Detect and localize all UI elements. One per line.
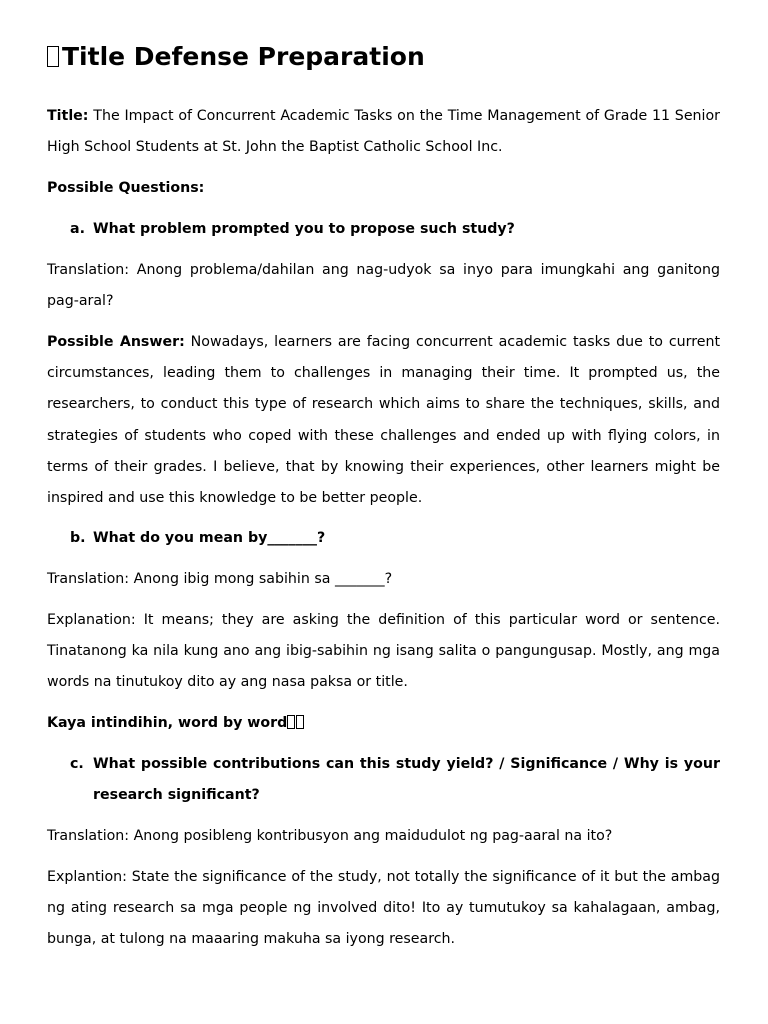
question-b-explanation: Explanation: It means; they are asking the definition of this particular word or sentence. Tinatanong ka nila kung ano ang ibig-sabihin ng isang salita o pangungusap. Mostly, ang mga words na tinutukoy dito ay ang nasa paksa or title.: [47, 612, 720, 691]
page-title: Title Defense Preparation: [47, 38, 425, 76]
title-text: The Impact of Concurrent Academic Tasks on the Time Management of Grade 11 Senior High School Students at St. John the Baptist Catholic School Inc.: [47, 108, 720, 156]
missing-glyph-icon: [47, 46, 59, 67]
question-a-answer: [47, 327, 720, 514]
question-c-explanation: Explantion: State the significance of the study, not totally the significance of it but the ambag ng ating research sa mga people ng involved dito! Ito ay tumutukoy sa kahalagaan, ambag, bunga, at tulong na maaaring makuha sa iyong research.: [47, 869, 720, 948]
possible-questions-label: Possible Questions:: [47, 180, 205, 196]
answer-label: Possible Answer:: [47, 334, 185, 350]
question-c-translation: Translation: Anong posibleng kontribusyon ang maidudulot ng pag-aaral na ito?: [47, 828, 613, 844]
question-a-translation: Translation: Anong problema/dahilan ang nag-udyok sa inyo para imungkahi ang ganitong pag-aral?: [47, 262, 720, 310]
missing-glyph-icon: [296, 715, 304, 729]
question-b-translation: Translation: Anong ibig mong sabihin sa _______?: [47, 571, 393, 587]
title-paragraph: [47, 101, 720, 163]
question-c: [70, 749, 720, 811]
question-text: What problem prompted you to propose such study?: [93, 221, 515, 237]
list-marker: c.: [70, 756, 84, 772]
list-marker: a.: [70, 221, 85, 237]
answer-text: Nowadays, learners are facing concurrent academic tasks due to current circumstances, leading them to challenges in managing their time. It prompted us, the researchers, to conduct this type of research which aims to share the techniques, skills, and strategies of students who coped with these challenges and ended up with flying colors, in terms of their grades. I believe, that by knowing their experiences, other learners might be inspired and use this knowledge to be better people.: [47, 334, 721, 507]
question-text: What do you mean by_______?: [93, 530, 326, 546]
question-b-note: Kaya intindihin, word by word: [47, 708, 720, 739]
title-label: Title:: [47, 108, 89, 124]
question-a: [70, 214, 720, 245]
missing-glyph-icon: [287, 715, 295, 729]
question-text: What possible contributions can this study yield? / Significance / Why is your research significant?: [93, 756, 720, 804]
question-b: [70, 523, 720, 554]
list-marker: b.: [70, 530, 86, 546]
